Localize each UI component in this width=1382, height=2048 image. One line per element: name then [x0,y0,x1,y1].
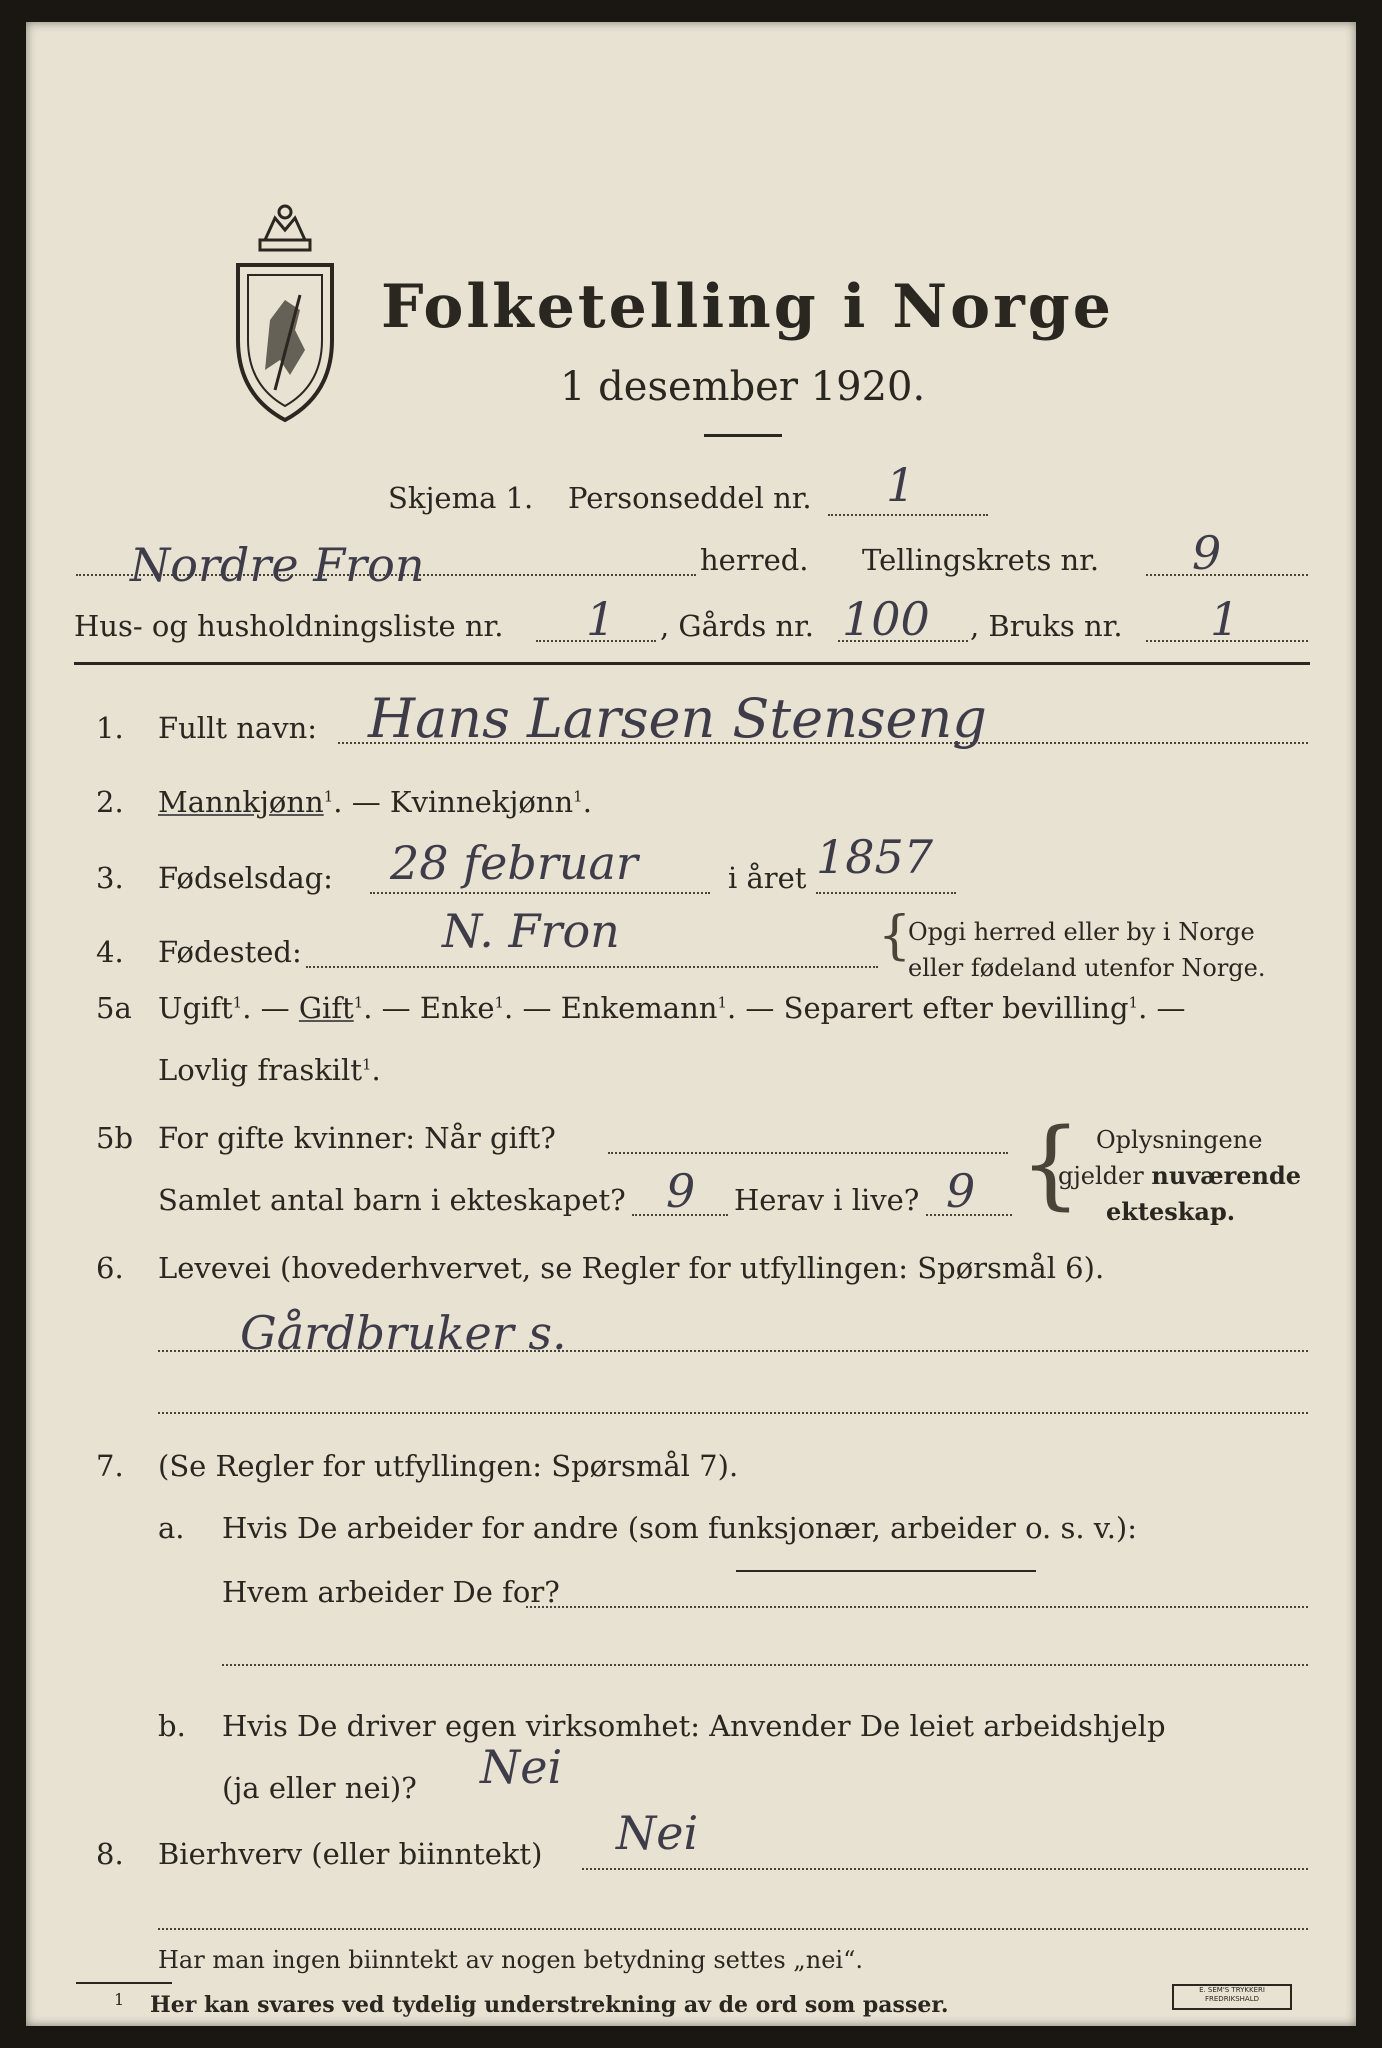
census-form [26,22,1356,2026]
enkemann-option[interactable]: Enkemann [560,991,718,1025]
q5b-number: 5b [96,1121,134,1155]
personseddel-label: Personseddel nr. [568,481,812,515]
q1-number: 1. [96,711,124,745]
q7b-letter: b. [158,1709,186,1743]
q4-note-1: Opgi herred eller by i Norge [908,918,1255,946]
q7b-ja-eller-nei: (ja eller nei)? [222,1771,417,1805]
q7a-dash [736,1570,1036,1572]
personseddel-value[interactable]: 1 [886,458,916,512]
footnote-ref: 1 [323,787,334,806]
full-name-value[interactable]: Hans Larsen Stenseng [368,687,987,750]
q7b-label: Hvis De driver egen virksomhet: Anvender De leiet arbeidshjelp [222,1709,1166,1743]
footnote-mark: 1 [114,1990,125,2009]
norwegian-coat-of-arms-icon [230,200,340,430]
printer-stamp: E. SEM'S TRYKKERI FREDRIKSHALD [1172,1984,1292,2010]
q8-label: Bierhverv (eller biinntekt) [158,1837,543,1871]
q5b-note-3: ekteskap. [1106,1197,1236,1226]
q4-note-2: eller fødeland utenfor Norge. [908,954,1266,982]
q6-line-2 [158,1412,1308,1414]
hus-label: Hus- og husholdningsliste nr. [74,609,504,643]
lovlig-fraskilt-option[interactable]: Lovlig fraskilt$^1$. [158,1053,381,1087]
q5b-note-2 [1058,1161,1302,1190]
q3-year-label: i året [728,861,807,895]
ugift-option[interactable]: Ugift [158,991,233,1025]
form-title: Folketelling i Norge [381,272,1114,342]
footnote-ref: 1 [361,1055,372,1074]
sex-options[interactable] [158,785,592,819]
q5b-line [608,1152,1008,1154]
q7a-hvem: Hvem arbeider De for? [222,1575,560,1609]
sex-separator: . — [333,785,390,819]
bruks-value[interactable]: 1 [1210,592,1240,646]
sex-female-option[interactable]: Kvinnekjønn [389,785,574,819]
q5b-live-label: Herav i live? [734,1183,920,1217]
q5b-label: For gifte kvinner: Når gift? [158,1121,556,1155]
personseddel-line [828,514,988,516]
secondary-income-value[interactable]: Nei [616,1806,699,1860]
separert-option[interactable]: Separert efter bevilling [783,991,1129,1025]
q8-number: 8. [96,1837,124,1871]
q6-line-1 [158,1350,1308,1352]
q4-line [306,966,878,968]
q6-label: Levevei (hovederhvervet, se Regler for utfyllingen: Spørsmål 6). [158,1251,1105,1285]
q3-year-line [816,892,956,894]
q7-number: 7. [96,1449,124,1483]
q4-number: 4. [96,935,124,969]
q5b-note-2-b: nuværende [1151,1161,1302,1190]
gift-option[interactable]: Gift [298,991,354,1025]
q5b-note-2-a: gjelder [1058,1162,1144,1190]
enke-option[interactable]: Enke [419,991,495,1025]
q7a-line-2 [222,1664,1308,1666]
footnote-ref: 1 [494,993,505,1012]
hired-help-value[interactable]: Nei [480,1740,563,1794]
skjema-label: Skjema 1. [388,481,534,515]
q3-line [370,892,710,894]
footnote-ref: 1 [717,993,727,1012]
gards-value[interactable]: 100 [842,592,930,646]
footnote-ref: 1 [232,993,243,1012]
q4-label: Fødested: [158,935,302,969]
title-divider [704,434,782,437]
q1-label: Fullt navn: [158,711,318,745]
tellingskrets-value[interactable]: 9 [1192,526,1222,580]
sex-end: . [582,785,592,819]
footnote-ref: 1 [573,787,583,806]
footnote-ref: 1 [1128,993,1139,1012]
q5b-note-1: Oplysningene [1096,1126,1263,1154]
footnote-rule [76,1982,172,1984]
hus-value[interactable]: 1 [586,592,616,646]
birthplace-value[interactable]: N. Fron [442,904,620,958]
birthday-value[interactable]: 28 februar [390,836,638,890]
footnote-ref: 1 [353,993,364,1012]
q7a-label: Hvis De arbeider for andre (som funksjonær, arbeider o. s. v.): [222,1511,1138,1545]
header-rule [74,662,1310,665]
footnote-text: Her kan svares ved tydelig understrekning av de ord som passer. [150,1992,949,2018]
q3-number: 3. [96,861,124,895]
bruks-label: , Bruks nr. [970,609,1123,643]
tellingskrets-label: Tellingskrets nr. [862,543,1100,577]
sex-male-option[interactable]: Mannkjønn [158,785,324,819]
q3-label: Fødselsdag: [158,861,333,895]
q8-line [582,1868,1308,1870]
occupation-value[interactable]: Gårdbruker s. [240,1306,567,1360]
q2-number: 2. [96,785,124,819]
q5a-number: 5a [96,991,132,1025]
tellingskrets-line [1146,574,1308,576]
children-count-value[interactable]: 9 [666,1164,696,1218]
gards-label: , Gårds nr. [660,609,814,643]
footer-note: Har man ingen biinntekt av nogen betydning settes „nei“. [158,1946,863,1974]
herred-value[interactable]: Nordre Fron [130,538,425,592]
q7-label: (Se Regler for utfyllingen: Spørsmål 7). [158,1449,739,1483]
herred-label: herred. [700,543,809,577]
q6-number: 6. [96,1251,124,1285]
marital-options[interactable]: Ugift$^1$. — Gift$^1$. — Enke$^1$. — Enkemann$^1$. — Separert efter bevilling$^1$. — [158,991,1186,1025]
q8-line-2 [158,1928,1308,1930]
lovlig-fraskilt-text[interactable]: Lovlig fraskilt [158,1053,362,1087]
q7a-hvem-line[interactable] [526,1606,1308,1608]
q5b-brace: { [1020,1108,1082,1220]
birth-year-value[interactable]: 1857 [816,830,934,884]
q5b-barn-label: Samlet antal barn i ekteskapet? [158,1183,626,1217]
census-date: 1 desember 1920. [560,364,926,410]
children-alive-value[interactable]: 9 [946,1164,976,1218]
q7a-letter: a. [158,1511,185,1545]
q4-brace: { [878,906,912,966]
